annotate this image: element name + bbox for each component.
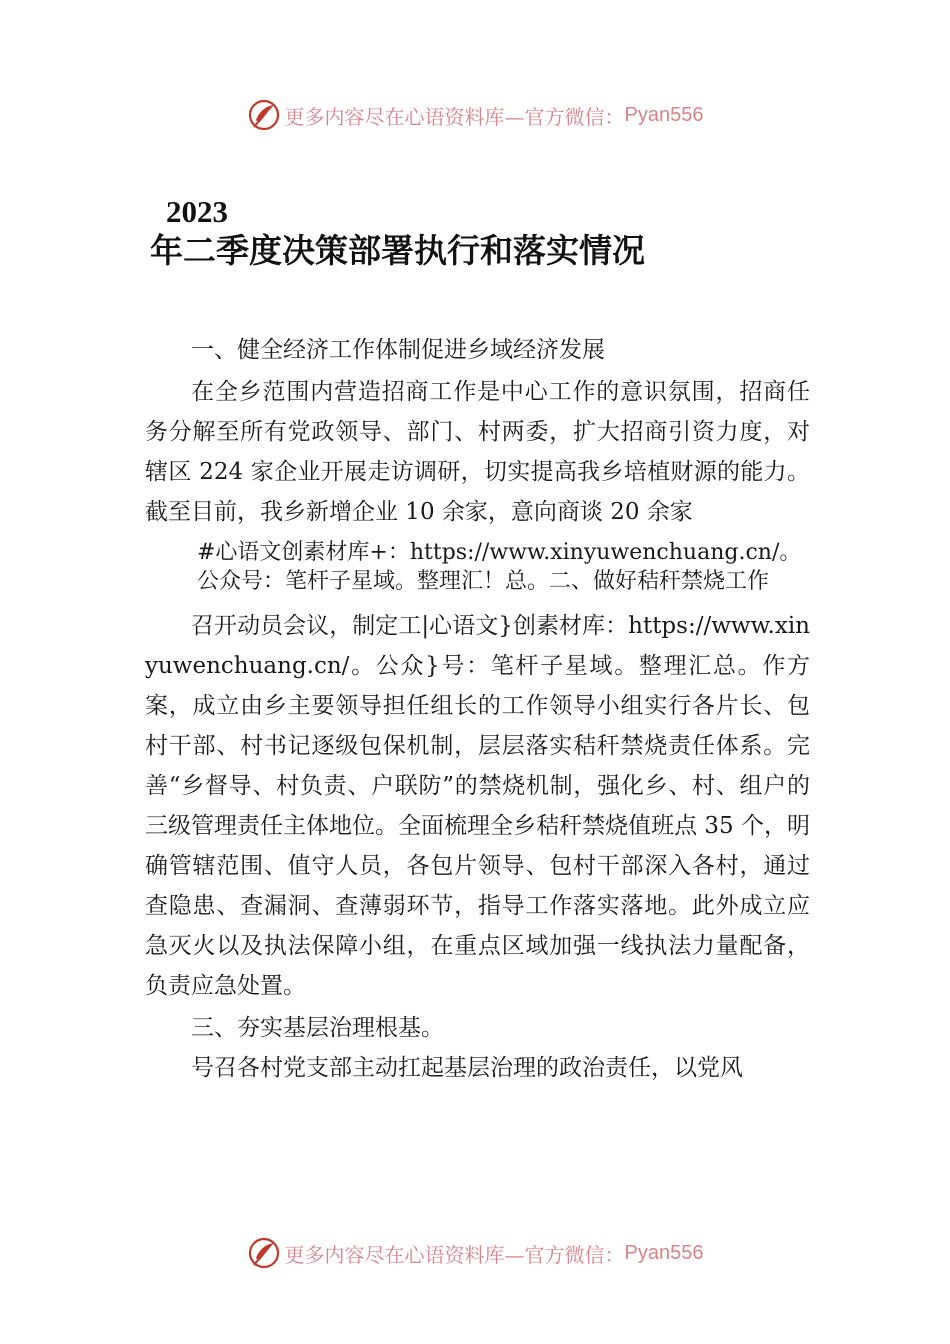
- banner-wechat-id: Pyan556: [624, 1241, 704, 1264]
- document-body: [145, 330, 810, 1088]
- page-title: 年二季度决策部署执行和落实情况: [150, 231, 645, 270]
- title-year: 2023: [166, 194, 228, 229]
- brand-logo-icon: [247, 1236, 281, 1270]
- brand-logo-icon: [247, 98, 281, 132]
- section-heading-1: 一、健全经济工作体制促进乡域经济发展: [191, 337, 605, 363]
- banner-text: 更多内容尽在心语资料库—官方微信：: [284, 104, 625, 129]
- footer-banner: [0, 1233, 950, 1273]
- paragraph-2: 召开动员会议，制定工|心语文}创素材库：https://www.xinyuwenchuang.cn/。公众}号：笔杆子星域。整理汇总。作方案，成立由乡主要领导担任组长的工作领导小组实行各片长、包村干部、村书记逐级包保机制，层层落实秸秆禁烧责任体系。完善“乡督导、村负责、户联防”的禁烧机制，强化乡、村、组户的三级管理责任主体地位。全面梳理全乡秸秆禁烧值班点 35 个，明确管辖范围、值守人员，各包片领导、包村干部深入各村，通过查隐患、查漏洞、查薄弱环节，指导工作落实落地。此外成立应急灭火以及执法保障小组，在重点区域加强一线执法力量配备，负责应急处置。: [145, 613, 810, 999]
- banner-wechat-id: Pyan556: [624, 103, 704, 126]
- paragraph-3: 号召各村党支部主动扛起基层治理的政治责任，以党风: [191, 1055, 743, 1081]
- header-banner: [0, 95, 950, 135]
- section-heading-3: 三、夯实基层治理根基。: [191, 1015, 444, 1041]
- paragraph-1: 在全乡范围内营造招商工作是中心工作的意识氛围，招商任务分解至所有党政领导、部门、村两委，扩大招商引资力度，对辖区 224 家企业开展走访调研，切实提高我乡培植财源的能力。截至目前，我乡新增企业 10 余家，意向商谈 20 余家: [145, 379, 810, 525]
- watermark-note: #心语文创素材库+：https://www.xinyuwenchuang.cn/。公众号：笔杆子星域。整理汇！总。二、做好秸秆禁烧工作: [197, 540, 802, 594]
- banner-text: 更多内容尽在心语资料库—官方微信：: [284, 1242, 625, 1267]
